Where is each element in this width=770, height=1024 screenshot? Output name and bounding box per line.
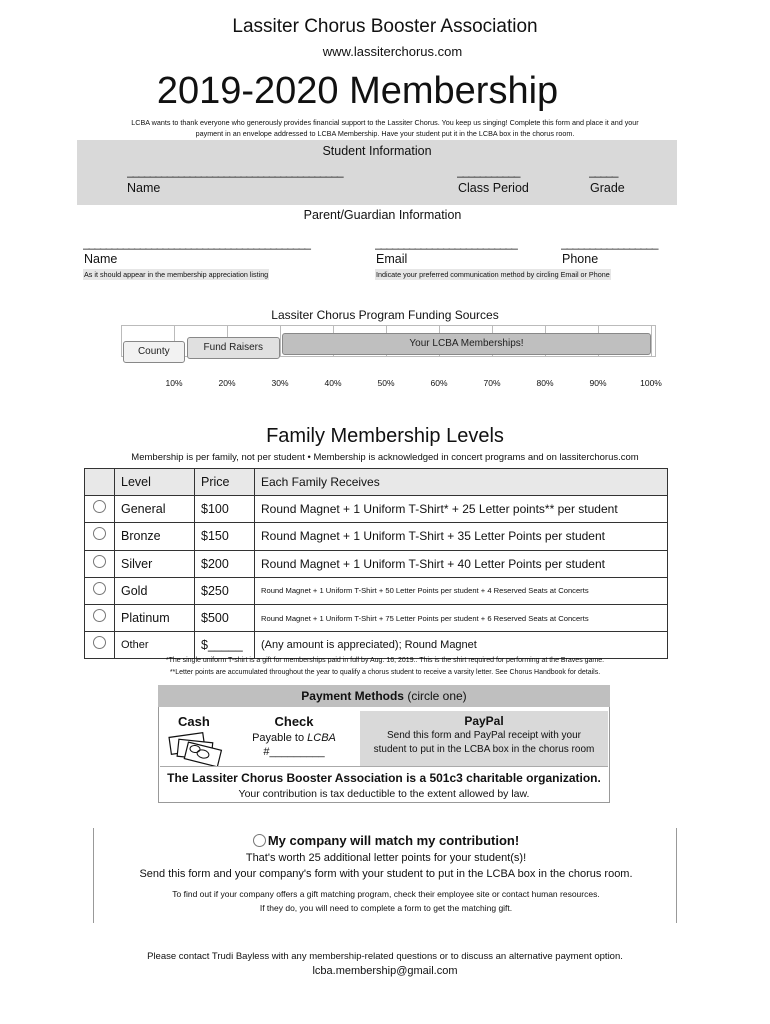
student-section-title: Student Information: [322, 144, 432, 158]
level-price: $250: [195, 577, 255, 604]
match-title-row[interactable]: [94, 833, 678, 848]
level-name: General: [115, 496, 195, 523]
contact-line: Please contact Trudi Bayless with any membership-related questions or to discuss an alternative payment option.: [147, 951, 623, 962]
paypal-line-2: student to put in the LCBA box in the chorus room: [373, 744, 595, 755]
tax-line: Your contribution is tax deductible to the extent allowed by law.: [238, 788, 530, 800]
chart-gridline: [280, 326, 281, 356]
level-name: Bronze: [115, 523, 195, 550]
check-payable-text: Payable to: [252, 732, 305, 744]
chart-x-tick-label: 40%: [324, 378, 342, 388]
level-price: $200: [195, 550, 255, 577]
levels-title: Family Membership Levels: [266, 425, 504, 447]
phone-field[interactable]: _________________: [561, 236, 658, 250]
match-title: My company will match my contribution!: [267, 833, 520, 848]
check-label[interactable]: Check: [274, 714, 314, 729]
chart-x-tick-label: 50%: [377, 378, 395, 388]
student-name-field[interactable]: ______________________________________: [127, 164, 343, 178]
footnote-letter-points: **Letter points are accumulated throughout the year to qualify a chorus student to receive a varsity letter. See Chorus Handbook for details.: [169, 669, 601, 676]
chart-gridline: [651, 326, 652, 356]
table-row[interactable]: [85, 523, 668, 550]
parent-section-title: Parent/Guardian Information: [303, 208, 462, 222]
table-header-row: [85, 469, 668, 496]
levels-subtitle: Membership is per family, not per student • Membership is acknowledged in concert programs and on lassiterchorus.com: [131, 452, 639, 463]
level-desc: (Any amount is appreciated); Round Magnet: [255, 632, 668, 659]
level-desc: Round Magnet + 1 Uniform T-Shirt + 50 Letter Points per student + 4 Reserved Seats at Concerts: [255, 577, 668, 604]
payment-methods-header: [158, 685, 610, 707]
student-info-section: [77, 140, 677, 205]
intro-line-1: LCBA wants to thank everyone who generously provides financial support to the Lassiter Chorus. You keep us singing! Complete this form and place it and your: [131, 118, 639, 127]
parent-name-label: Name: [84, 252, 118, 266]
footnote-tshirt: *The single uniform T-shirt is a gift for memberships paid in full by Aug. 16, 2019.. This is the shirt required for performing at the Braves game.: [165, 657, 605, 664]
contact-method-note: Indicate your preferred communication method by circling Email or Phone: [376, 270, 610, 279]
level-price: $500: [195, 604, 255, 631]
match-line-4: If they do, you will need to complete a form to get the matching gift.: [259, 903, 513, 913]
paypal-box: [360, 711, 608, 766]
chart-x-tick-label: 10%: [165, 378, 183, 388]
levels-table: [84, 468, 668, 659]
check-payee: LCBA: [307, 732, 336, 744]
name-note: As it should appear in the membership appreciation listing: [84, 270, 269, 279]
email-label: Email: [376, 252, 408, 266]
level-name: Silver: [115, 550, 195, 577]
cash-icon: [166, 729, 224, 767]
class-period-label: Class Period: [458, 181, 529, 195]
level-desc: Round Magnet + 1 Uniform T-Shirt + 40 Letter Points per student: [255, 550, 668, 577]
level-price: $100: [195, 496, 255, 523]
class-period-field[interactable]: ___________: [457, 164, 520, 178]
header-blank: [85, 469, 115, 496]
payment-title-note: (circle one): [407, 689, 467, 703]
level-desc: Round Magnet + 1 Uniform T-Shirt + 75 Letter Points per student + 6 Reserved Seats at Concerts: [255, 604, 668, 631]
funding-bar-fund-raisers: Fund Raisers: [187, 337, 280, 359]
chart-x-tick-label: 30%: [271, 378, 289, 388]
header-price: Price: [195, 469, 255, 496]
level-name: Platinum: [115, 604, 195, 631]
chart-x-tick-label: 100%: [640, 378, 662, 388]
email-field[interactable]: _________________________: [375, 236, 517, 250]
website-link[interactable]: www.lassiterchorus.com: [322, 44, 463, 59]
company-match-section: [93, 828, 677, 923]
chart-x-tick-label: 60%: [430, 378, 448, 388]
grade-field[interactable]: _____: [589, 164, 618, 178]
phone-label: Phone: [562, 252, 599, 266]
chart-x-tick-label: 70%: [483, 378, 501, 388]
check-number-field[interactable]: #_________: [263, 746, 325, 758]
page-title: 2019-2020 Membership: [156, 70, 559, 112]
level-name: Other: [115, 632, 195, 659]
radio-other[interactable]: [93, 636, 106, 649]
org-name: Lassiter Chorus Booster Association: [232, 16, 538, 37]
student-name-label: Name: [127, 181, 161, 195]
radio-general[interactable]: [93, 500, 106, 513]
radio-bronze[interactable]: [93, 527, 106, 540]
funding-chart: [121, 325, 656, 357]
table-row[interactable]: [85, 604, 668, 631]
match-line-3: To find out if your company offers a gift matching program, check their employee site or contact human resources.: [172, 889, 600, 899]
funding-chart-title: Lassiter Chorus Program Funding Sources: [271, 308, 499, 322]
charity-line: The Lassiter Chorus Booster Association is a 501c3 charitable organization.: [167, 771, 601, 785]
level-price: $_____: [195, 632, 255, 659]
intro-line-2: payment in an envelope addressed to LCBA Membership. Have your student put it in the LCBA box in the chorus room.: [195, 129, 575, 138]
radio-silver[interactable]: [93, 555, 106, 568]
level-desc: Round Magnet + 1 Uniform T-Shirt + 35 Letter Points per student: [255, 523, 668, 550]
level-desc: Round Magnet + 1 Uniform T-Shirt* + 25 Letter points** per student: [255, 496, 668, 523]
match-line-2: Send this form and your company's form with your student to put in the LCBA box in the chorus room.: [139, 868, 633, 880]
level-name: Gold: [115, 577, 195, 604]
cash-label[interactable]: Cash: [178, 714, 210, 729]
table-row[interactable]: [85, 632, 668, 659]
table-row[interactable]: [85, 550, 668, 577]
table-row[interactable]: [85, 577, 668, 604]
table-row[interactable]: [85, 496, 668, 523]
funding-bar-county: County: [123, 341, 185, 363]
parent-name-field[interactable]: ________________________________________: [83, 236, 310, 250]
contact-email-link[interactable]: lcba.membership@gmail.com: [312, 965, 458, 977]
header-receives: Each Family Receives: [255, 469, 668, 496]
radio-platinum[interactable]: [93, 609, 106, 622]
intro-text: [90, 117, 680, 139]
chart-x-tick-label: 80%: [536, 378, 554, 388]
payment-divider: [160, 766, 608, 767]
paypal-label[interactable]: PayPal: [464, 714, 504, 728]
payment-title: Payment Methods: [301, 689, 404, 703]
check-payable: [240, 732, 348, 744]
match-line-1: That's worth 25 additional letter points for your student(s)!: [245, 852, 527, 864]
radio-gold[interactable]: [93, 582, 106, 595]
level-price: $150: [195, 523, 255, 550]
paypal-line-1: Send this form and PayPal receipt with your: [387, 730, 581, 741]
match-radio[interactable]: [253, 834, 266, 847]
chart-x-tick-label: 20%: [218, 378, 236, 388]
header-level: Level: [115, 469, 195, 496]
grade-label: Grade: [590, 181, 625, 195]
funding-bar-your-lcba-memberships: Your LCBA Memberships!: [282, 333, 651, 355]
chart-x-tick-label: 90%: [589, 378, 607, 388]
